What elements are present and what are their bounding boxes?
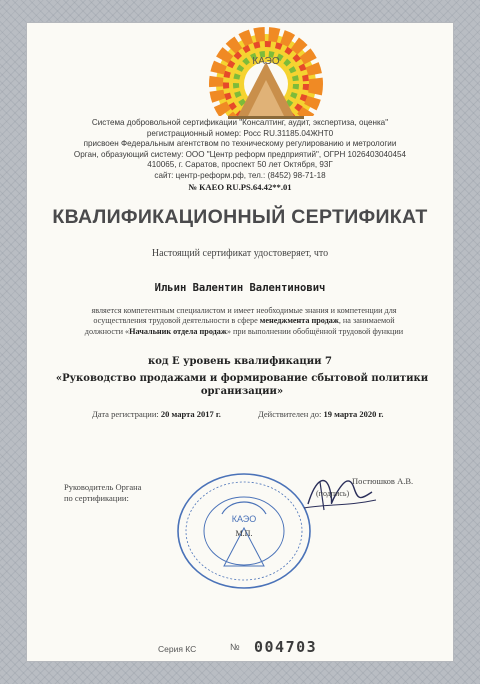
series-label: Серия КС	[158, 644, 197, 654]
valid-label: Действителен до:	[258, 409, 324, 419]
head-of-body	[64, 482, 141, 504]
system-info	[26, 118, 454, 193]
valid-value: 19 марта 2020 г.	[323, 409, 384, 419]
system-line-2: регистрационный номер: Росс RU.31185.04ЖНТ0	[146, 128, 334, 138]
qualification-name: «Руководство продажами и формирование сбытовой политики организации»	[55, 373, 429, 397]
competence-position: Начальник отдела продаж	[129, 326, 227, 336]
competence-text	[84, 306, 404, 337]
seal-center-text: КАЭО	[231, 514, 257, 524]
registration-value: 20 марта 2017 г.	[160, 409, 221, 419]
number-label: №	[230, 642, 240, 652]
seal-mp: М.П.	[235, 529, 253, 538]
holder-name: Ильин Валентин Валентинович	[154, 282, 326, 294]
system-line-1: Система добровольной сертификации "Консалтинг, аудит, экспертиза, оценка"	[91, 118, 389, 127]
certificate-sheet	[26, 22, 454, 662]
competence-part-1: является компетентным специалистом и имеет необходимые знания и компетенции для осуществления трудовой деятельности в сфере	[91, 306, 397, 326]
certificate-title: КВАЛИФИКАЦИОННЫЙ СЕРТИФИКАТ	[52, 206, 428, 228]
competence-part-3: » при выполнении обобщённой трудовой функции	[226, 326, 404, 336]
head-line-1: Руководитель Органа	[64, 482, 142, 492]
system-line-5: 410065, г. Саратов, проспект 50 лет Октября, 93Г	[147, 160, 333, 170]
logo-text: КАЭО	[252, 56, 280, 67]
system-line-4: Орган, образующий систему: ООО "Центр реформ предприятий", ОГРН 1026403040454	[73, 149, 407, 159]
system-line-6: сайт: центр-реформ.рф, тел.: (8452) 98-71-18	[154, 170, 326, 180]
signatory-name: Постюшков А.В.	[352, 476, 414, 486]
competence-part-2: , на занимаемой должности «	[84, 316, 395, 336]
system-number: № КАЕО RU.PS.64.42**.01	[188, 181, 292, 192]
competence-field: менеджмента продаж	[259, 316, 339, 326]
certificate-number: 004703	[254, 638, 318, 656]
qualification-code: код Е уровень квалификации 7	[147, 356, 333, 367]
head-line-2: по сертификации:	[64, 493, 129, 503]
registration-label: Дата регистрации:	[92, 409, 161, 419]
official-seal	[174, 470, 314, 592]
system-line-3: присвоен Федеральным агентством по техническому регулированию и метрологии	[83, 139, 397, 149]
registration-date	[92, 409, 221, 419]
valid-until	[258, 409, 384, 419]
kaeo-logo	[200, 24, 332, 126]
signature-caption: (подпись)	[316, 489, 350, 498]
confirm-text: Настоящий сертификат удостоверяет, что	[151, 248, 329, 259]
